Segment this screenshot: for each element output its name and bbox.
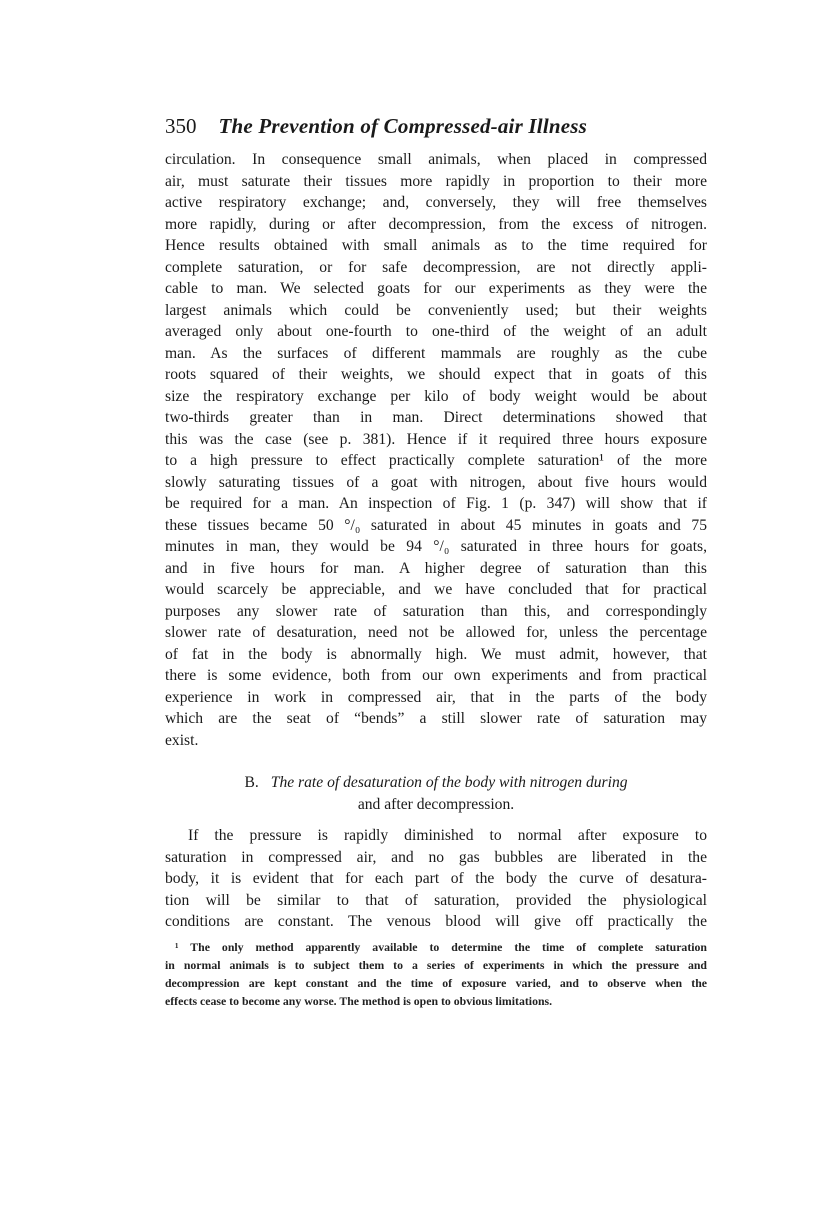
text-line: roots squared of their weights, we should expect that in goats of this [165,366,707,383]
text-line: minutes in man, they would be 94 °/₀ saturated in three hours for goats, [165,538,707,555]
text-line: slowly saturating tissues of a goat with nitrogen, about five hours would [165,473,707,491]
text-line: exist. [165,731,199,749]
text-line: experience in work in compressed air, that in the parts of the body [165,688,707,706]
running-header [165,112,665,140]
text-line: body, it is evident that for each part of the body the curve of desatura- [165,870,707,887]
text-line: circulation. In consequence small animals, when placed in compressed [165,151,707,168]
text-line: purposes any slower rate of saturation than this, and correspondingly [165,602,707,620]
text-line: conditions are constant. The venous blood will give off practically the [165,913,707,930]
text-line: would scarcely be appreciable, and we have concluded that for practical [165,581,707,598]
text-line: two-thirds greater than in man. Direct determinations showed that [165,409,707,426]
text-line: more rapidly, during or after decompression, from the excess of nitrogen. [165,215,707,233]
text-line: air, must saturate their tissues more rapidly in proportion to their more [165,172,707,190]
text-line: be required for a man. An inspection of Fig. 1 (p. 347) will show that if [165,495,707,512]
text-line: largest animals which could be conveniently used; but their weights [165,301,707,319]
running-title: The Prevention of Compressed-air Illness [218,114,587,138]
section-heading-line-2: and after decompression. [357,796,515,813]
footnote-line: ¹ The only method apparently available to determine the time of complete saturation [175,940,707,954]
text-line: which are the seat of “bends” a still slower rate of saturation may [165,710,707,727]
text-line: there is some evidence, both from our own experiments and from practical [165,667,707,684]
text-line: Hence results obtained with small animals as to the time required for [165,237,707,254]
section-title: The rate of desaturation of the body with nitrogen during [270,774,628,791]
text-line: cable to man. We selected goats for our experiments as they were the [165,280,707,297]
text-line: and in five hours for man. A higher degree of saturation than this [165,559,707,577]
section-label: B. [244,774,259,791]
text-line: of fat in the body is abnormally high. We must admit, however, that [165,645,707,663]
footnote-line: in normal animals is to subject them to a series of experiments in which the pressure and [165,958,707,972]
section-heading-line-1 [165,772,707,794]
footnote-line: decompression are kept constant and the time of exposure varied, and to observe when the [165,976,707,990]
footnote-line: effects cease to become any worse. The method is open to obvious limitations. [165,994,553,1008]
text-line: to a high pressure to effect practically complete saturation¹ of the more [165,452,707,469]
text-line: size the respiratory exchange per kilo of body weight would be about [165,387,707,405]
text-line: slower rate of desaturation, need not be allowed for, unless the percentage [165,624,707,641]
page-number: 350 [165,114,197,138]
text-line: tion will be similar to that of saturation, provided the physiological [165,891,707,909]
text-line: this was the case (see p. 381). Hence if it required three hours exposure [165,430,707,448]
text-line: these tissues became 50 °/₀ saturated in about 45 minutes in goats and 75 [165,516,707,534]
text-line: active respiratory exchange; and, conversely, they will free themselves [165,194,707,211]
text-line: averaged only about one-fourth to one-third of the weight of an adult [165,323,707,340]
text-line: saturation in compressed air, and no gas bubbles are liberated in the [165,848,707,866]
text-line: complete saturation, or for safe decompression, are not directly appli- [165,258,707,276]
text-line: If the pressure is rapidly diminished to normal after exposure to [188,827,707,844]
text-line: man. As the surfaces of different mammals are roughly as the cube [165,344,707,362]
